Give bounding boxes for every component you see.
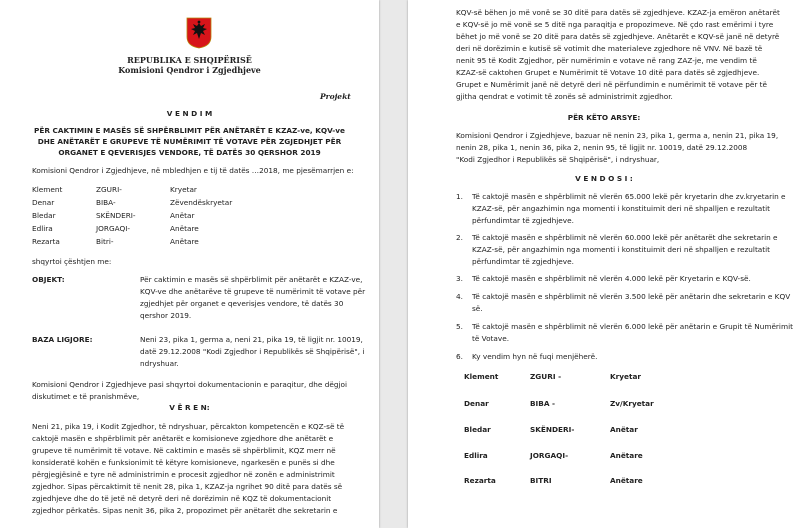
reasons-line: Komisioni Qendror i Zgjedhjeve, bazuar në nenin 23, pika 1, germa a, nenin 21, pika 19, bbox=[456, 131, 779, 140]
signatory-last-name: JORGAQI- bbox=[530, 451, 569, 460]
decision-title: V E N D I M bbox=[166, 109, 213, 118]
object-line: qershor 2019. bbox=[140, 311, 192, 320]
signatory-role: Anëtar bbox=[610, 425, 638, 434]
signatory-first-name: Klement bbox=[464, 372, 499, 381]
paragraph-line: gjitha qendrat e votimit të zonës së administrimit zgjedhor. bbox=[456, 92, 673, 101]
document-page-2 bbox=[408, 0, 800, 528]
observes-line: grupeve të numërimit të votave. Në caktimin e masës së shpërblimit, KQZ merr në bbox=[32, 446, 336, 455]
decision-number: 3. bbox=[456, 274, 463, 283]
member-role: Anëtare bbox=[170, 237, 199, 246]
object-line: Për caktimin e masës së shpërblimit për anëtarët e KZAZ-ve, bbox=[140, 275, 363, 284]
observes-line: zgjedhjeve dhe do të jetë në detyrë deri në dorëzimin në KQZ të dokumentacionit bbox=[32, 494, 332, 503]
member-first-name: Bledar bbox=[32, 211, 56, 220]
paragraph-line: Grupet e Numërimit janë në detyrë deri në përfundimin e numërimit të votave për të bbox=[456, 80, 768, 89]
signatory-role: Zv/Kryetar bbox=[610, 399, 654, 408]
member-last-name: BIBA- bbox=[96, 198, 116, 207]
document-page-1 bbox=[0, 0, 379, 528]
observes-line: përgjegjësinë e tyre në administrimin e procesit zgjedhor në zonën e administrimit bbox=[32, 470, 335, 479]
decision-number: 5. bbox=[456, 322, 463, 331]
decision-line: Të caktojë masën e shpërblimit në vlerën 60.000 lekë për anëtarët dhe sekretarin e bbox=[472, 233, 778, 242]
member-role: Anëtar bbox=[170, 211, 195, 220]
signatory-last-name: BITRI bbox=[530, 476, 552, 485]
after-review-line: Komisioni Qendror i Zgjedhjeve pasi shqyrtoi dokumentacionin e paraqitur, dhe dëgjoi bbox=[32, 380, 347, 389]
paragraph-line: nenit 95 të Kodit Zgjedhor, për numërimin e votave në rang ZAZ-je, me vendim të bbox=[456, 56, 757, 65]
signatory-last-name: ZGURI - bbox=[530, 372, 562, 381]
object-line: zgjedhjet për organet e qeverisjes vendore, të datës 30 bbox=[140, 299, 344, 308]
draft-label: Projekt bbox=[320, 92, 351, 101]
decision-line: Të caktojë masën e shpërblimit në vlerën 6.000 lekë për anëtarin e Grupit të Numërimit bbox=[472, 322, 793, 331]
decision-number: 1. bbox=[456, 192, 463, 201]
member-last-name: Bitri- bbox=[96, 237, 114, 246]
paragraph-line: e KQV-së jo më vonë se 5 ditë nga paraqitja e propozimeve. Në çdo rast emërimi i tyre bbox=[456, 20, 774, 29]
decision-line: Ky vendim hyn në fuqi menjëherë. bbox=[472, 352, 598, 361]
reasons-line: "Kodi Zgjedhor i Republikës së Shqipërisë", i ndryshuar, bbox=[456, 155, 660, 164]
signatory-first-name: Rezarta bbox=[464, 476, 496, 485]
intro-text: Komisioni Qendror i Zgjedhjeve, në mbledhjen e tij të datës …2018, me pjesëmarrjen e: bbox=[32, 166, 354, 175]
legal-basis-label: BAZA LIGJORE: bbox=[32, 335, 93, 344]
member-role: Zëvendëskryetar bbox=[170, 198, 233, 207]
member-role: Kryetar bbox=[170, 185, 197, 194]
decision-number: 6. bbox=[456, 352, 463, 361]
observes-line: konsideratë kohën e funksionimit të këtyre komisioneve, ngarkesën e punës si dhe bbox=[32, 458, 335, 467]
decision-number: 4. bbox=[456, 292, 463, 301]
republic-heading: REPUBLIKA E SHQIPËRISË bbox=[127, 55, 252, 65]
observes-line: caktojë masën e shpërblimit për anëtarët e komisioneve zgjedhore dhe anëtarët e bbox=[32, 434, 334, 443]
member-first-name: Rezarta bbox=[32, 237, 60, 246]
decides-heading: V E N D O S I : bbox=[575, 174, 633, 183]
decision-line: KZAZ-së, për angazhimin nga momenti i konstituimit deri në shpalljen e rezultatit bbox=[472, 245, 771, 254]
observes-line: zgjedhor përkatës. Sipas nenit 36, pika 2, propozimet për anëtarët dhe sekretarin e bbox=[32, 506, 338, 515]
object-line: KQV-ve dhe anëtarëve të grupeve të numërimit të votave për bbox=[140, 287, 366, 296]
reasons-line: nenin 28, pika 1, nenin 36, pika 2, nenin 95, të ligjit nr. 10019, datë 29.12.2008 bbox=[456, 143, 748, 152]
observes-heading: V Ë R E N: bbox=[169, 403, 210, 412]
member-role: Anëtare bbox=[170, 224, 199, 233]
after-review-line: diskutimet e të pranishmëve, bbox=[32, 392, 140, 401]
signatory-first-name: Edlira bbox=[464, 451, 488, 460]
legal-basis-line: datë 29.12.2008 "Kodi Zgjedhor i Republikës së Shqipërisë", i bbox=[140, 347, 365, 356]
albanian-emblem-icon bbox=[186, 17, 212, 49]
legal-basis-line: ndryshuar. bbox=[140, 359, 179, 368]
member-last-name: SKËNDERI- bbox=[96, 211, 136, 220]
commission-heading: Komisioni Qendror i Zgjedhjeve bbox=[118, 65, 261, 75]
subject-line: DHE ANËTARËT E GRUPEVE TË NUMËRIMIT TË VOTAVE PËR ZGJEDHJET PËR bbox=[37, 137, 342, 146]
decision-line: KZAZ-së, për angazhimin nga momenti i konstituimit deri në shpalljen e rezultatit bbox=[472, 204, 771, 213]
object-label: OBJEKT: bbox=[32, 275, 65, 284]
decision-number: 2. bbox=[456, 233, 463, 242]
signatory-role: Kryetar bbox=[610, 372, 641, 381]
decision-line: përfundimtar të zgjedhjeve. bbox=[472, 257, 574, 266]
decision-line: përfundimtar të zgjedhjeve. bbox=[472, 216, 574, 225]
decision-line: Të caktojë masën e shpërblimit në vlerën 65.000 lekë për kryetarin dhe zv.kryetarin e bbox=[472, 192, 786, 201]
member-last-name: ZGURI- bbox=[96, 185, 122, 194]
decision-line: së. bbox=[472, 304, 483, 313]
member-first-name: Denar bbox=[32, 198, 55, 207]
decision-line: të Votave. bbox=[472, 334, 510, 343]
observes-line: zgjedhor. Sipas përcaktimit të nenit 28, pika 1, KZAZ-ja ngrihet 90 ditë para datës së bbox=[32, 482, 343, 491]
decision-line: Të caktojë masën e shpërblimit në vlerën 4.000 lekë për Kryetarin e KQV-së. bbox=[472, 274, 751, 283]
member-first-name: Klement bbox=[32, 185, 63, 194]
decision-line: Të caktojë masën e shpërblimit në vlerën 3.500 lekë për anëtarin dhe sekretarin e KQV bbox=[472, 292, 791, 301]
signatory-role: Anëtare bbox=[610, 476, 643, 485]
member-last-name: JORGAQI- bbox=[96, 224, 131, 233]
subject-line: ORGANET E QEVERISJES VENDORE, TË DATËS 30 QERSHOR 2019 bbox=[58, 148, 321, 157]
signatory-last-name: SKËNDERI- bbox=[530, 425, 575, 434]
paragraph-line: KZAZ-së caktohen Grupet e Numërimit të Votave 10 ditë para datës së zgjedhjeve. bbox=[456, 68, 760, 77]
paragraph-line: KQV-së bëhen jo më vonë se 30 ditë para datës së zgjedhjeve. KZAZ-ja emëron anëtarët bbox=[456, 8, 780, 17]
signatory-role: Anëtare bbox=[610, 451, 643, 460]
legal-basis-line: Neni 23, pika 1, germa a, neni 21, pika 19, të ligjit nr. 10019, bbox=[140, 335, 363, 344]
signatory-last-name: BIBA - bbox=[530, 399, 556, 408]
member-first-name: Edlira bbox=[32, 224, 53, 233]
paragraph-line: deri në dorëzimin e kutisë së votimit dhe materialeve zgjedhore në VNV. Në bazë të bbox=[456, 44, 763, 53]
reasons-heading: PËR KËTO ARSYE: bbox=[567, 113, 641, 122]
reviewed-text: shqyrtoi çështjen me: bbox=[32, 257, 112, 266]
signatory-first-name: Bledar bbox=[464, 425, 491, 434]
observes-line: Neni 21, pika 19, i Kodit Zgjedhor, të ndryshuar, përcakton kompetencën e KQZ-së të bbox=[32, 422, 345, 431]
subject-line: PËR CAKTIMIN E MASËS SË SHPËRBLIMIT PËR ANËTARËT E KZAZ-ve, KQV-ve bbox=[34, 126, 345, 135]
paragraph-line: bëhet jo më vonë se 20 ditë para datës së zgjedhjeve. Anëtarët e KQV-së janë në detyrë bbox=[456, 32, 780, 41]
signatory-first-name: Denar bbox=[464, 399, 489, 408]
